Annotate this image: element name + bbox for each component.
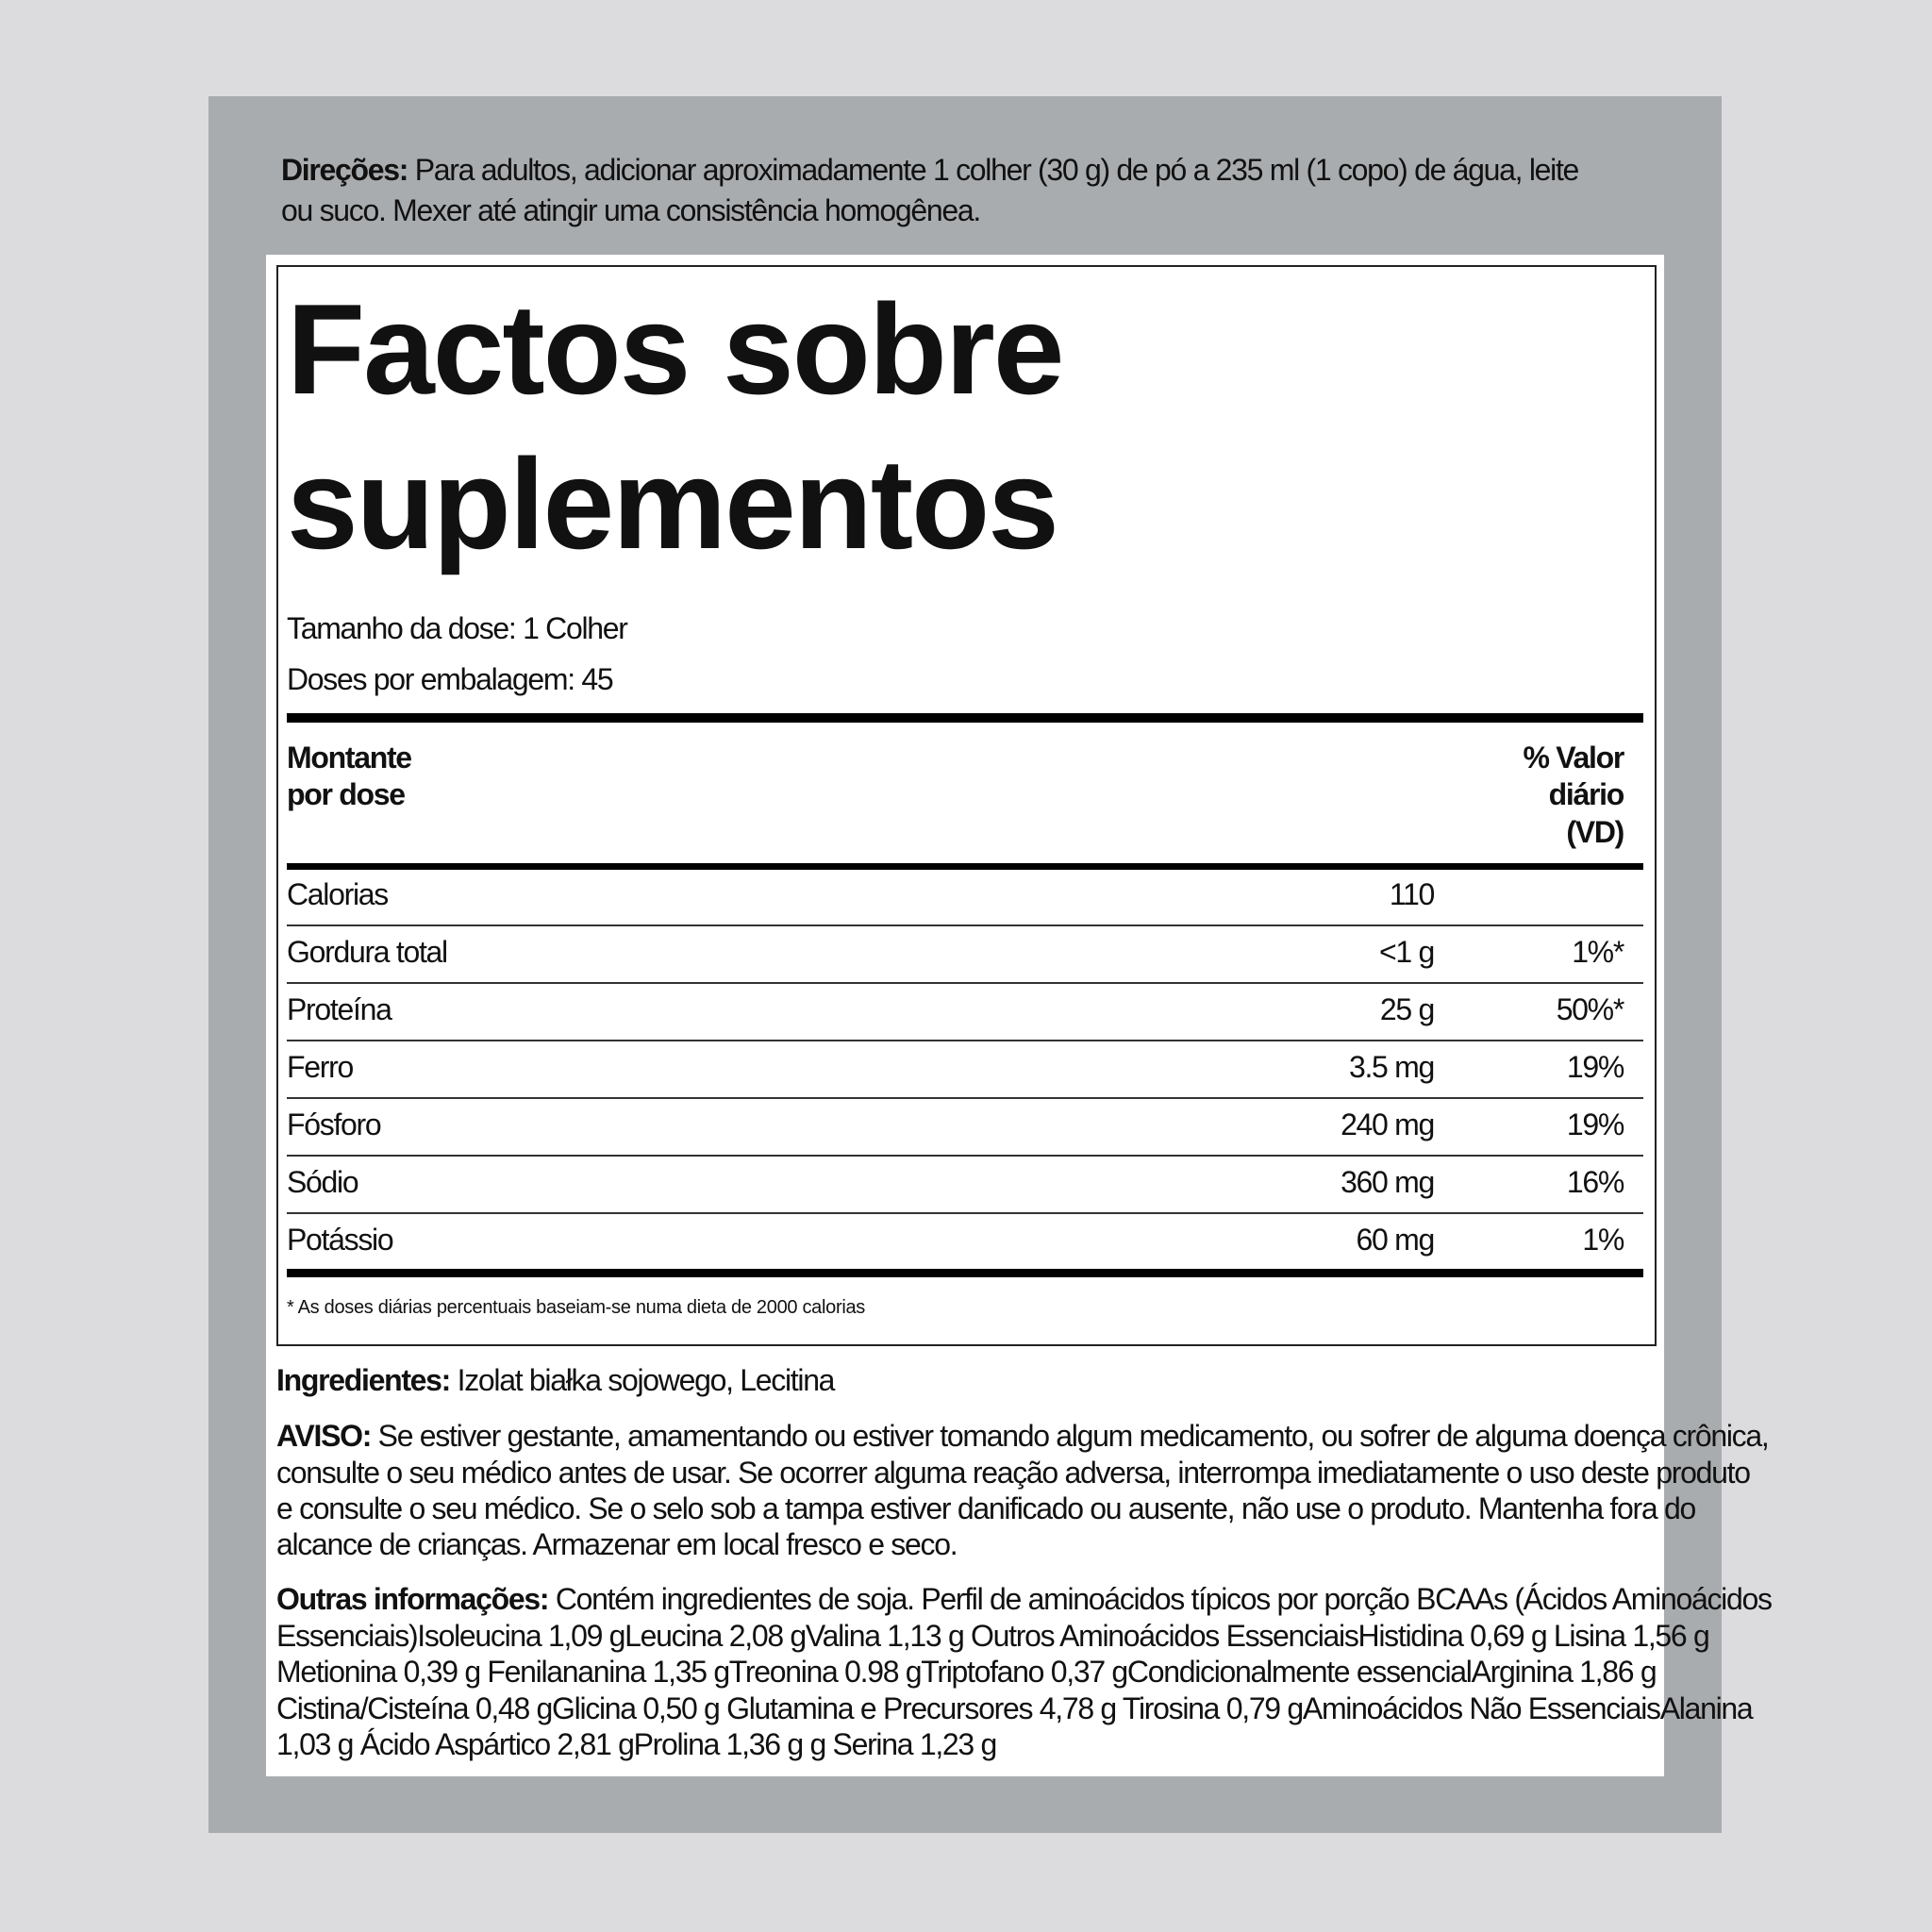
warning-line-3: e consulte o seu médico. Se o selo sob a tampa estiver danificado ou ausente, não use o produto. Mantenha fora do [276, 1491, 1695, 1525]
other-info-line-2: Essenciais)Isoleucina 1,09 gLeucina 2,08 gValina 1,13 g Outros Aminoácidos EssenciaisHistidina 0,69 g Lisina 1,56 g [276, 1619, 1709, 1653]
row-divider [287, 1097, 1643, 1099]
serving-size: Tamanho da dose: 1 Colher [287, 611, 627, 645]
nutrient-daily-value: 50%* [1556, 992, 1624, 1026]
header-amount-line-1: Montante [287, 741, 411, 774]
nutrient-daily-value: 19% [1566, 1108, 1624, 1141]
directions-label: Direções: [281, 153, 408, 187]
header-dv-line-3: (VD) [1566, 815, 1624, 849]
nutrient-name: Fósforo [287, 1108, 381, 1141]
directions-line-2: ou suco. Mexer até atingir uma consistência homogênea. [281, 193, 980, 227]
divider-medium [287, 863, 1643, 870]
nutrient-amount: 60 mg [1356, 1223, 1434, 1257]
ingredients-label: Ingredientes: [276, 1363, 451, 1397]
nutrient-name: Proteína [287, 992, 391, 1026]
nutrient-name: Potássio [287, 1223, 393, 1257]
other-info-line-4: Cistina/Cisteína 0,48 gGlicina 0,50 g Glutamina e Precursores 4,78 g Tirosina 0,79 gAminoácidos Não EssenciaisAlanina [276, 1691, 1753, 1725]
nutrient-amount: 360 mg [1341, 1165, 1434, 1199]
row-divider [287, 982, 1643, 984]
divider-thick [287, 713, 1643, 723]
nutrient-name: Gordura total [287, 935, 447, 969]
nutrient-daily-value: 19% [1566, 1050, 1624, 1084]
row-divider [287, 924, 1643, 926]
facts-title-line-2: suplementos [287, 432, 1058, 575]
nutrient-amount: 3.5 mg [1348, 1050, 1434, 1084]
ingredients [276, 1365, 834, 1395]
nutrient-name: Ferro [287, 1050, 353, 1084]
nutrient-name: Calorias [287, 877, 388, 911]
other-info-line-3: Metionina 0,39 g Fenilananina 1,35 gTreonina 0.98 gTriptofano 0,37 gCondicionalmente essencialArginina 1,86 g [276, 1655, 1657, 1689]
nutrient-amount: 110 [1389, 877, 1434, 911]
other-info-label: Outras informações: [276, 1582, 549, 1616]
warning-line-1: AVISO: Se estiver gestante, amamentando ou estiver tomando algum medicamento, ou sofrer de alguma doença crônica, [276, 1419, 1769, 1453]
footnote: * As doses diárias percentuais baseiam-se numa dieta de 2000 calorias [287, 1297, 866, 1318]
other-info-line-5: 1,03 g Ácido Aspártico 2,81 gProlina 1,36 g g Serina 1,23 g [276, 1727, 996, 1761]
header-dv-line-1: % Valor [1523, 741, 1624, 774]
row-divider [287, 1212, 1643, 1214]
warning-label: AVISO: [276, 1419, 372, 1453]
nutrient-amount: 240 mg [1341, 1108, 1434, 1141]
header-dv-line-2: diário [1548, 777, 1624, 811]
supplement-facts-box [276, 265, 1657, 1346]
nutrient-name: Sódio [287, 1165, 358, 1199]
nutrient-daily-value: 1%* [1572, 935, 1624, 969]
warning-line-2: consulte o seu médico antes de usar. Se ocorrer alguma reação adversa, interrompa imediatamente o uso deste produto [276, 1456, 1750, 1490]
nutrient-amount: <1 g [1379, 935, 1434, 969]
directions-line-1: Direções: Para adultos, adicionar aproximadamente 1 colher (30 g) de pó a 235 ml (1 copo) de água, leite [281, 153, 1579, 187]
row-divider [287, 1155, 1643, 1157]
nutrient-daily-value: 1% [1582, 1223, 1624, 1257]
row-divider [287, 1040, 1643, 1041]
nutrient-daily-value: 16% [1566, 1165, 1624, 1199]
nutrient-amount: 25 g [1379, 992, 1434, 1026]
ingredients-text: Izolat białka sojowego, Lecitina [457, 1363, 835, 1397]
facts-title-line-1: Factos sobre [287, 277, 1063, 421]
servings-per-container: Doses por embalagem: 45 [287, 662, 613, 696]
warning-line-4: alcance de crianças. Armazenar em local fresco e seco. [276, 1527, 958, 1561]
divider-bottom [287, 1269, 1643, 1277]
header-amount-line-2: por dose [287, 777, 405, 811]
other-info-line-1: Outras informações: Contém ingredientes de soja. Perfil de aminoácidos típicos por porção BCAAs (Ácidos Aminoácidos [276, 1582, 1772, 1616]
